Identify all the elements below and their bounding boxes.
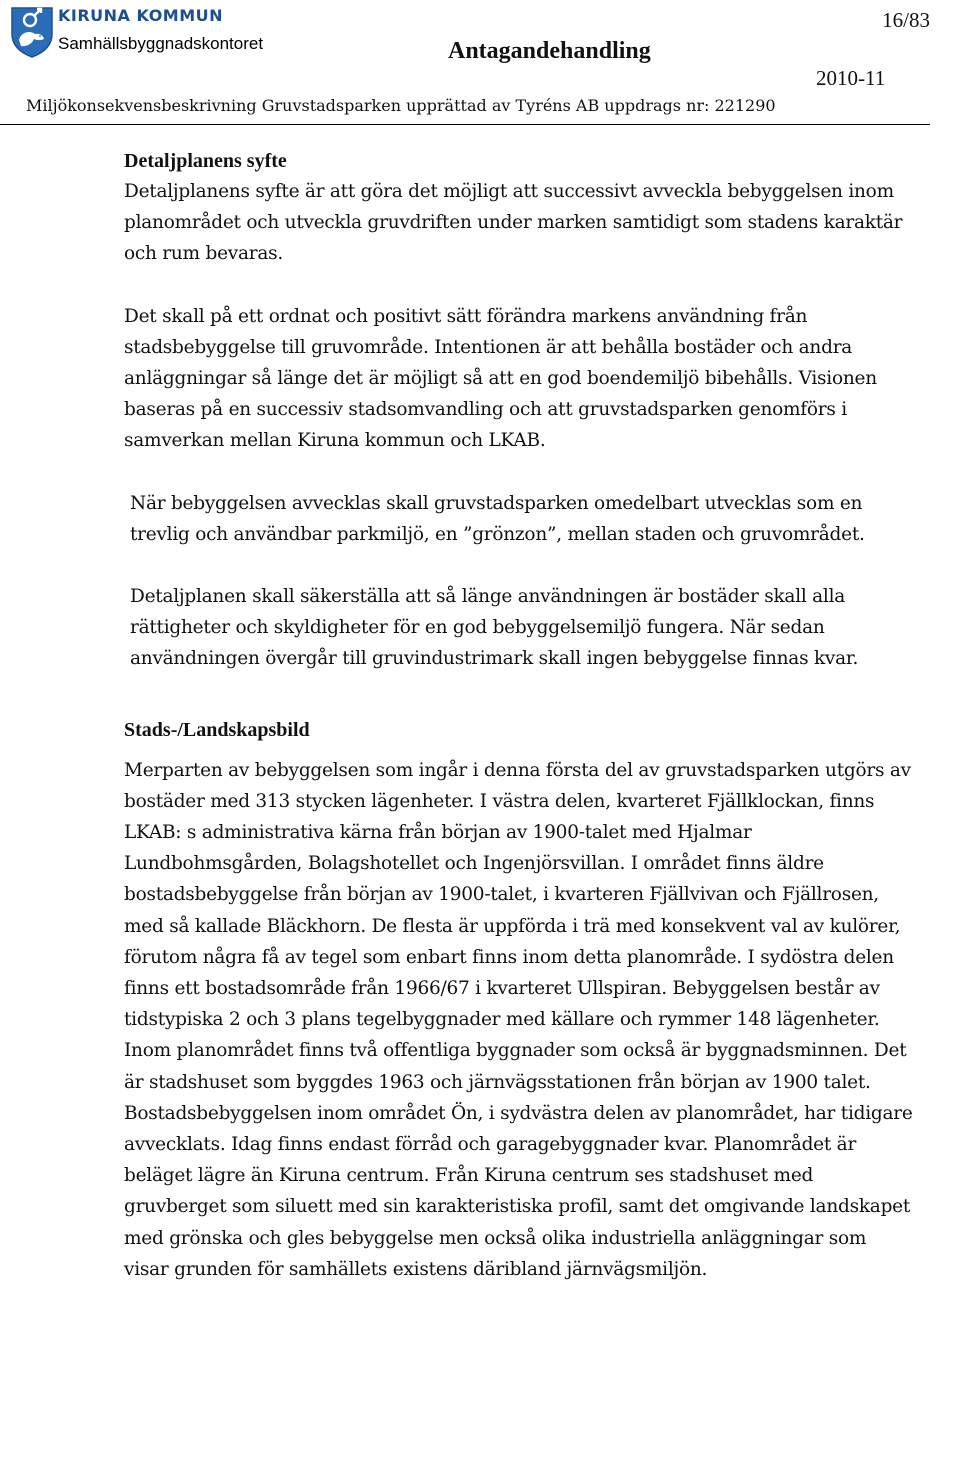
organization-name: KIRUNA KOMMUN [58,6,224,25]
document-subtitle: Miljökonsekvensbeskrivning Gruvstadsparken upprättad av Tyréns AB uppdrags nr: 221290 [26,96,776,115]
paragraph-syfte-4: Detaljplanen skall säkerställa att så länge användningen är bostäder skall alla rättigheter och skyldigheter för en god bebyggelsemiljö fungera. När sedan användningen övergår till gruvindustrimark skall ingen bebyggelse finnas kvar. [130,586,859,670]
paragraph-syfte-3: När bebyggelsen avvecklas skall gruvstadsparken omedelbart utvecklas som en trevlig och användbar parkmiljö, en ”grönzon”, mellan staden och gruvområdet. [130,492,865,545]
department-name: Samhällsbyggnadskontoret [58,34,264,53]
paragraph-syfte-2: Det skall på ett ordnat och positivt sätt förändra markens användning från stadsbebyggelse till gruvområde. Intentionen är att behålla bostäder och andra anläggningar så länge det är möjligt så att en god boendemiljö bibehålls. Visionen baseras på en successiv stadsomvandling och att gruvstadsparken genomförs i samverkan mellan Kiruna kommun och LKAB. [124,305,877,452]
page-number: 16/83 [882,8,930,32]
document-type: Antagandehandling [448,38,651,64]
page-content [124,146,914,1285]
document-date: 2010-11 [816,66,886,90]
paragraph-syfte-1: Detaljplanens syfte är att göra det möjligt att successivt avveckla bebyggelsen inom planområdet och utveckla gruvdriften under marken samtidigt som stadens karaktär och rum bevaras. [124,181,903,265]
section-heading-landskap: Stads-/Landskapsbild [124,718,310,741]
header-divider [0,124,930,125]
section-heading-syfte: Detaljplanens syfte [124,150,287,172]
paragraph-landskap-1: Merparten av bebyggelsen som ingår i denna första del av gruvstadsparken utgörs av bostäder med 313 stycken lägenheter. I västra delen, kvarteret Fjällklockan, finns LKAB: s administrativa kärna från början av 1900-talet med Hjalmar Lundbohmsgården, Bolagshotellet och Ingenjörsvillan. I området finns äldre bostadsbebyggelse från början av 1900-talet, i kvarteren Fjällvivan och Fjällrosen, med så kallade Bläckhorn. De flesta är uppförda i trä med konsekvent val av kulörer, förutom några få av tegel som enbart finns inom detta planområde. I sydöstra delen finns ett bostadsområde från 1966/67 i kvarteret Ullspiran. Bebyggelsen består av tidstypiska 2 och 3 plans tegelbyggnader med källare och rymmer 148 lägenheter. Inom planområdet finns två offentliga byggnader som också är byggnadsminnen. Det är stadshuset som byggdes 1963 och järnvägsstationen från början av 1900 talet. Bostadsbebyggelsen inom området Ön, i sydvästra delen av planområdet, har tidigare avvecklats. Idag finns endast förråd och garagebyggnader kvar. Planområdet är beläget lägre än Kiruna centrum. Från Kiruna centrum ses stadshuset med gruvberget som siluett med sin karakteristiska profil, samt det omgivande landskapet med grönska och gles bebyggelse men också olika industriella anläggningar som visar grunden för samhällets existens däribland järnvägsmiljön. [124,759,913,1280]
kiruna-shield-logo-icon [10,6,54,58]
page-header [0,0,960,126]
